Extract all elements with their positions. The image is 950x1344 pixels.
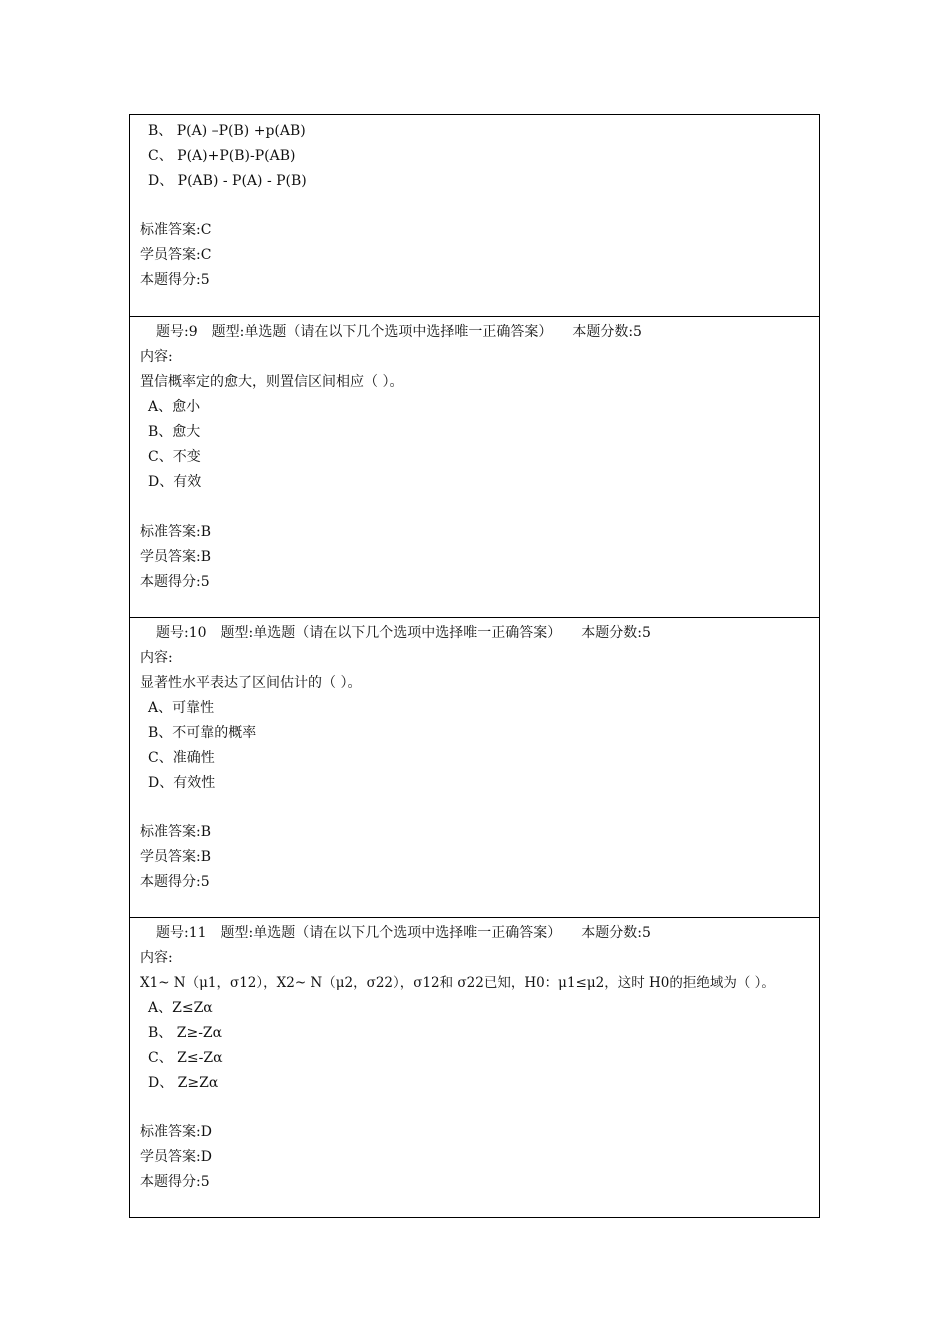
option-c: C、 Z≤-Zα [148,1050,223,1066]
option-b: B、愈大 [148,424,201,440]
option-c: C、准确性 [148,750,215,766]
exam-results-table [129,114,820,1218]
option-c: C、不变 [148,449,201,465]
student-answer: 学员答案:B [140,549,212,565]
standard-answer: 标准答案:C [140,222,212,238]
standard-answer: 标准答案:D [140,1124,212,1140]
question-score: 本题得分:5 [140,1174,210,1190]
question-score: 本题得分:5 [140,272,210,288]
question-block-8 [130,115,819,316]
content-label: 内容: [140,650,173,666]
question-points: 本题分数:5 [581,925,651,941]
question-number: 题号:11 [156,925,207,941]
question-block-10 [130,617,819,917]
standard-answer: 标准答案:B [140,824,212,840]
content-label: 内容: [140,349,173,365]
option-b: B、不可靠的概率 [148,725,257,741]
question-type: 题型:单选题（请在以下几个选项中选择唯一正确答案） [220,625,562,641]
content-label: 内容: [140,950,173,966]
option-b: B、 P(A) –P(B) +p(AB) [148,123,306,139]
question-text: 置信概率定的愈大，则置信区间相应（ ）。 [140,374,404,390]
question-points: 本题分数:5 [581,625,651,641]
option-c: C、 P(A)+P(B)-P(AB) [148,148,296,164]
question-text: X1~ N（μ1，σ12），X2~ N（μ2，σ22），σ12和 σ22已知，H0：μ1≤μ2，这时 H0的拒绝域为（ ）。 [140,975,775,991]
question-type: 题型:单选题（请在以下几个选项中选择唯一正确答案） [220,925,562,941]
option-d: D、 Z≥Zα [148,1075,219,1091]
option-d: D、有效性 [148,775,216,791]
question-points: 本题分数:5 [572,324,642,340]
option-a: A、Z≤Zα [148,1000,213,1016]
question-number: 题号:9 [156,324,198,340]
option-b: B、 Z≥-Zα [148,1025,223,1041]
question-type: 题型:单选题（请在以下几个选项中选择唯一正确答案） [211,324,553,340]
question-header [156,624,651,642]
question-score: 本题得分:5 [140,874,210,890]
question-header [156,924,651,942]
option-d: D、有效 [148,474,202,490]
option-d: D、 P(AB) - P(A) - P(B) [148,173,307,189]
option-a: A、可靠性 [148,700,215,716]
question-block-9 [130,316,819,617]
question-block-11 [130,917,819,1217]
standard-answer: 标准答案:B [140,524,212,540]
question-number: 题号:10 [156,625,207,641]
student-answer: 学员答案:B [140,849,212,865]
question-score: 本题得分:5 [140,574,210,590]
question-text: 显著性水平表达了区间估计的（ ）。 [140,675,362,691]
option-a: A、愈小 [148,399,201,415]
question-header [156,323,642,341]
student-answer: 学员答案:C [140,247,212,263]
student-answer: 学员答案:D [140,1149,212,1165]
